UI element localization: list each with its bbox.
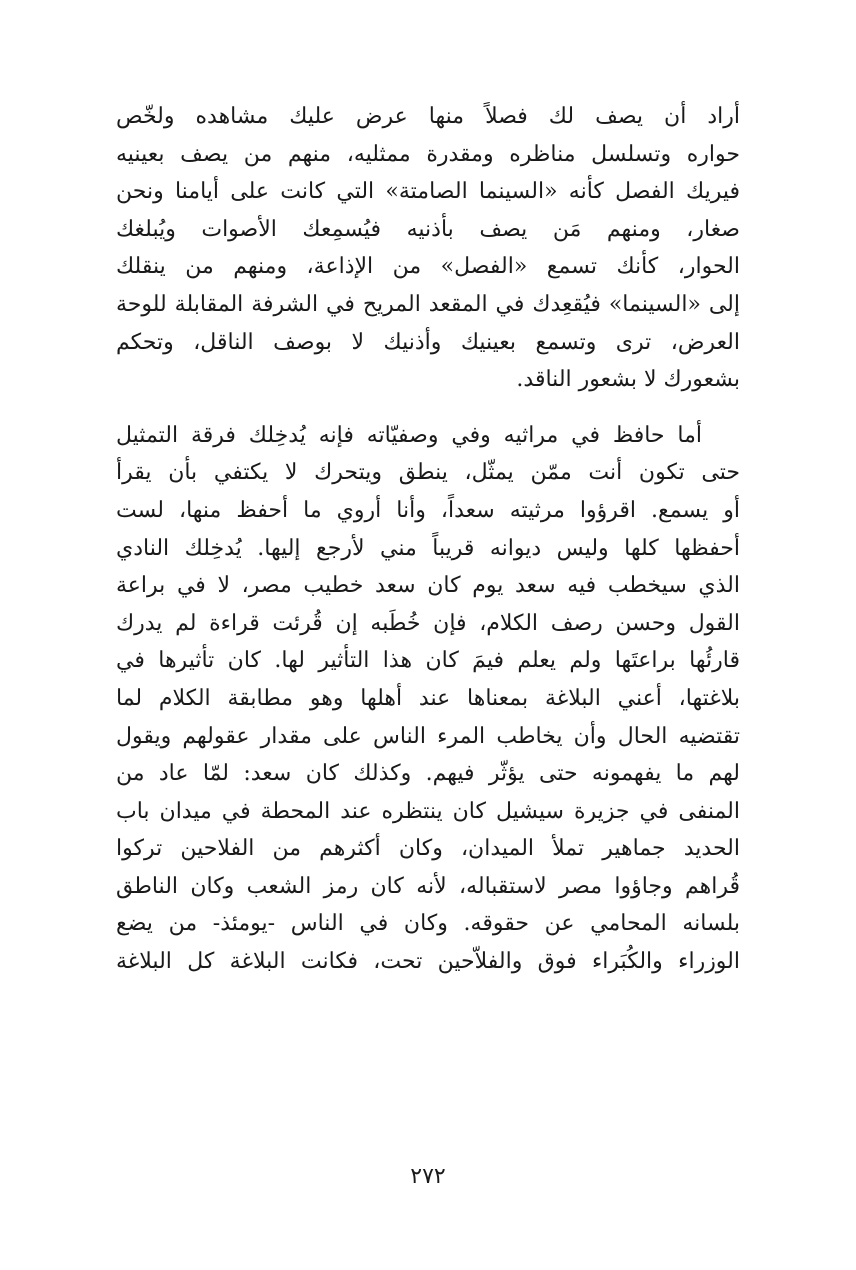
- paragraph-2: [116, 417, 740, 981]
- text-line: أحفظها كلها وليس ديوانه قريباً مني لأرجع إليها. يُدخِلك النادي: [116, 535, 740, 561]
- text-line: حواره وتسلسل مناظره ومقدرة ممثليه، منهم من يصف بعينيه: [116, 141, 740, 167]
- text-line: صغار، ومنهم مَن يصف بأذنيه فيُسمِعك الأصوات ويُبلغك: [116, 216, 740, 242]
- text-line: أو يسمع. اقرؤوا مرثيته سعداً، وأنا أروي ما أحفظ منها، لست: [116, 497, 740, 523]
- text-line: تقتضيه الحال وأن يخاطب المرء الناس على مقدار عقولهم ويقول: [116, 723, 740, 749]
- text-line: أما حافظ في مراثيه وفي وصفيّاته فإنه يُدخِلك فرقة التمثيل: [116, 422, 702, 448]
- text-line: قارئُها براعتَها ولم يعلم فيمَ كان هذا التأثير لها. كان تأثيرها في: [116, 648, 740, 674]
- page-number: ٢٧٢: [410, 1164, 446, 1189]
- text-line: المنفى في جزيرة سيشيل كان ينتظره عند المحطة في ميدان باب: [116, 798, 740, 824]
- page-body: [116, 98, 740, 981]
- text-line: بلاغتها، أعني البلاغة بمعناها عند أهلها وهو مطابقة الكلام لما: [116, 685, 740, 711]
- text-line: الذي سيخطب فيه سعد يوم كان سعد خطيب مصر، لا في براعة: [116, 573, 740, 599]
- text-line: فيريك الفصل كأنه «السينما الصامتة» التي كانت على أيامنا ونحن: [116, 179, 740, 205]
- text-line: العرض، ترى وتسمع بعينيك وأذنيك لا بوصف الناقل، وتحكم: [116, 329, 740, 355]
- text-line: الحوار، كأنك تسمع «الفصل» من الإذاعة، ومنهم من ينقلك: [116, 254, 740, 280]
- text-line: بلسانه المحامي عن حقوقه. وكان في الناس -يومئذ- من يضع: [116, 911, 740, 937]
- text-line: بشعورك لا بشعور الناقد.: [516, 367, 740, 393]
- text-line: الحديد جماهير تملأ الميدان، وكان أكثرهم من الفلاحين تركوا: [116, 836, 740, 862]
- text-line: أراد أن يصف لك فصلاً منها عرض عليك مشاهده ولخّص: [116, 104, 740, 129]
- text-line: إلى «السينما» فيُقعِدك في المقعد المريح في الشرفة المقابلة للوحة: [116, 291, 740, 317]
- text-line: قُراهم وجاؤوا مصر لاستقباله، لأنه كان رمز الشعب وكان الناطق: [116, 873, 740, 899]
- text-line: القول وحسن رصف الكلام، فإن خُطَبه إن قُرئت قراءة لم يدرك: [116, 610, 740, 636]
- text-line: لهم ما يفهمونه حتى يؤثّر فيهم. وكذلك كان سعد: لمّا عاد من: [116, 761, 740, 787]
- paragraph-1: [116, 98, 740, 399]
- text-line: حتى تكون أنت ممّن يمثّل، ينطق ويتحرك لا يكتفي بأن يقرأ: [116, 460, 740, 486]
- text-line: الوزراء والكُبَراء فوق والفلاّحين تحت، فكانت البلاغة كل البلاغة: [116, 949, 740, 975]
